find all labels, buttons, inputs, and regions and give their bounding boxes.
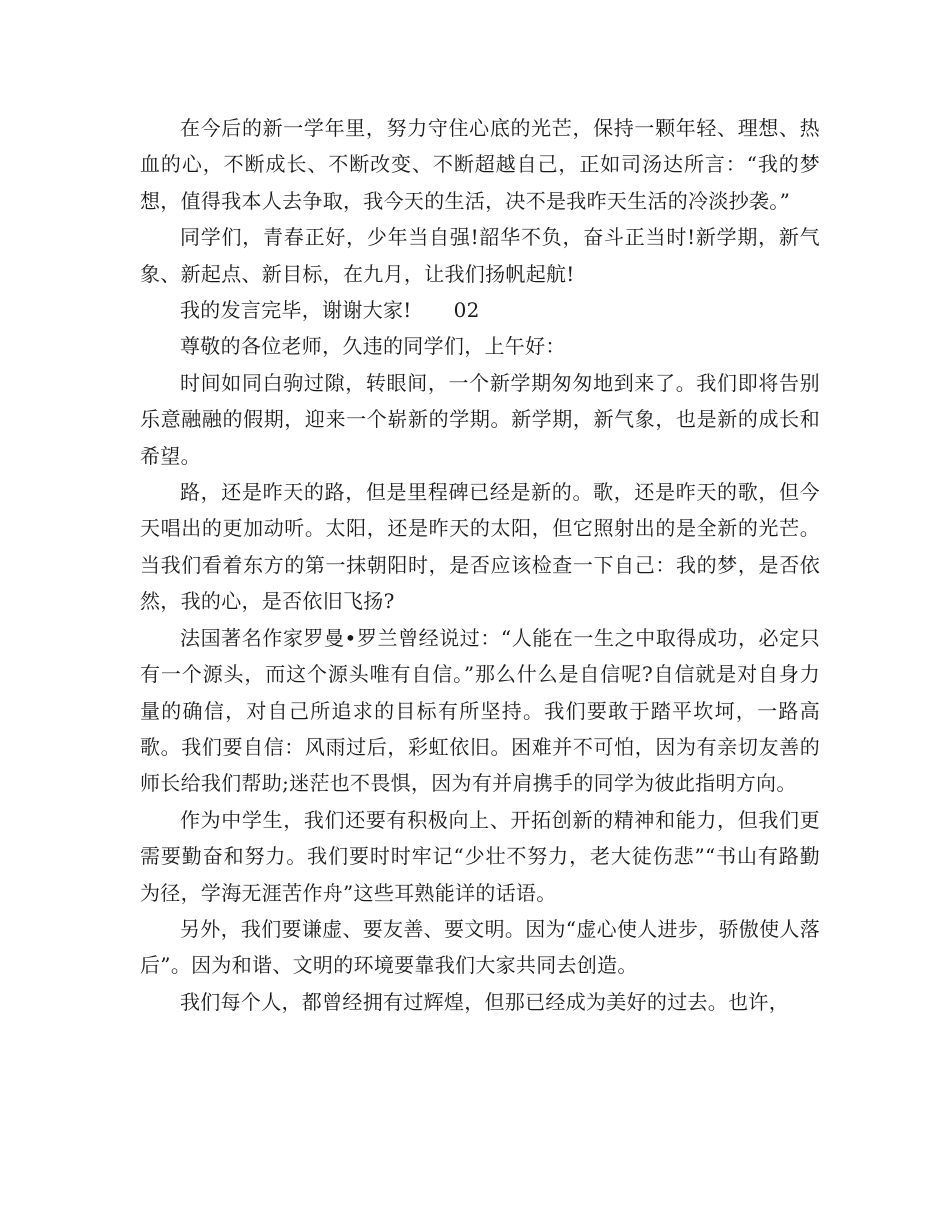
paragraph: 我们每个人，都曾经拥有过辉煌，但那已经成为美好的过去。也许， bbox=[180, 989, 789, 1014]
paragraph: 路，还是昨天的路，但是里程碑已经是新的。歌，还是昨天的歌，但今天唱出的更加动听。太阳，还是昨天的太阳，但它照射出的是全新的光芒。当我们看着东方的第一抹朝阳时，是否应该检查一下自己：我的梦，是否依然，我的心，是否依旧飞扬? bbox=[140, 480, 820, 614]
document-body bbox=[140, 110, 820, 1020]
paragraph-closing bbox=[140, 292, 820, 328]
closing-text: 我的发言完毕，谢谢大家! bbox=[180, 298, 412, 323]
paragraph: 时间如同白驹过隙，转眼间，一个新学期匆匆地到来了。我们即将告别乐意融融的假期，迎来一个崭新的学期。新学期，新气象，也是新的成长和希望。 bbox=[140, 370, 820, 468]
paragraph: 法国著名作家罗曼•罗兰曾经说过：“人能在一生之中取得成功，必定只有一个源头，而这个源头唯有自信。”那么什么是自信呢?自信就是对自身力量的确信，对自己所追求的目标有所坚持。我们要敢于踏平坎坷，一路高歌。我们要自信：风雨过后，彩虹依旧。困难并不可怕，因为有亲切友善的师长给我们帮助;迷茫也不畏惧，因为有并肩携手的同学为彼此指明方向。 bbox=[140, 625, 820, 796]
paragraph: 另外，我们要谦虚、要友善、要文明。因为“虚心使人进步，骄傲使人落后”。因为和谐、文明的环境要靠我们大家共同去创造。 bbox=[140, 916, 820, 978]
paragraph: 同学们，青春正好，少年当自强!韶华不负，奋斗正当时!新学期，新气象、新起点、新目标，在九月，让我们扬帆起航! bbox=[140, 225, 820, 286]
paragraph: 在今后的新一学年里，努力守住心底的光芒，保持一颗年轻、理想、热血的心，不断成长、不断改变、不断超越自己，正如司汤达所言：“我的梦想，值得我本人去争取，我今天的生活，决不是我昨天生活的冷淡抄袭。” bbox=[140, 116, 820, 213]
paragraph: 作为中学生，我们还要有积极向上、开拓创新的精神和能力，但我们更需要勤奋和努力。我们要时时牢记“少壮不努力，老大徒伤悲”“书山有路勤为径，学海无涯苦作舟”这些耳熟能详的话语。 bbox=[140, 807, 820, 905]
section-marker: 02 bbox=[453, 298, 480, 323]
paragraph-greeting: 尊敬的各位老师，久违的同学们，上午好： bbox=[180, 334, 566, 359]
